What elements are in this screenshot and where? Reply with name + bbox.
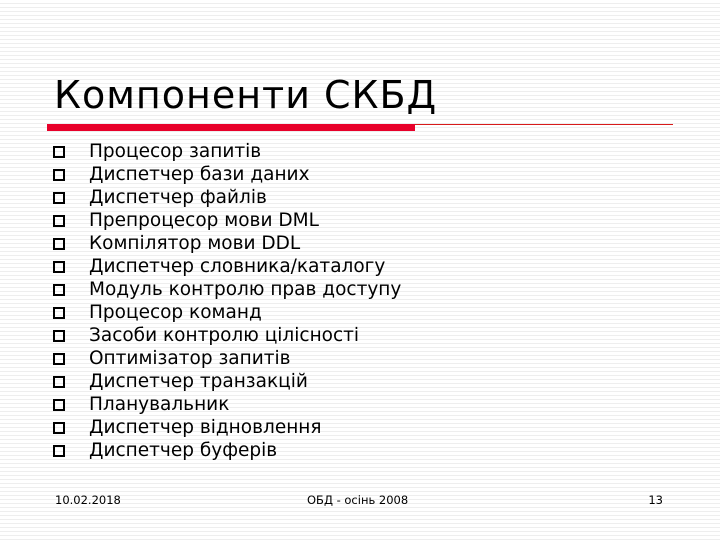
list-item bbox=[53, 186, 401, 209]
hollow-square-icon bbox=[53, 353, 65, 365]
hollow-square-icon bbox=[53, 330, 65, 342]
list-item bbox=[53, 301, 401, 324]
list-item bbox=[53, 255, 401, 278]
slide-title: Компоненти СКБД bbox=[54, 73, 438, 117]
hollow-square-icon bbox=[53, 445, 65, 457]
hollow-square-icon bbox=[53, 261, 65, 273]
list-item bbox=[53, 370, 401, 393]
list-item bbox=[53, 324, 401, 347]
list-item bbox=[53, 439, 401, 462]
list-item-label: Диспетчер словника/каталогу bbox=[89, 256, 386, 277]
footer-date: 10.02.2018 bbox=[55, 493, 121, 507]
page-number: 13 bbox=[648, 493, 663, 507]
list-item-label: Засоби контролю цілісності bbox=[89, 325, 360, 346]
list-item bbox=[53, 163, 401, 186]
list-item-label: Процесор запитів bbox=[89, 141, 262, 162]
list-item-label: Процесор команд bbox=[89, 302, 262, 323]
hollow-square-icon bbox=[53, 376, 65, 388]
list-item bbox=[53, 278, 401, 301]
list-item bbox=[53, 393, 401, 416]
list-item-label: Компілятор мови DDL bbox=[89, 233, 301, 254]
list-item-label: Диспетчер транзакцій bbox=[89, 371, 308, 392]
list-item-label: Препроцесор мови DML bbox=[89, 210, 319, 231]
list-item-label: Диспетчер відновлення bbox=[89, 417, 322, 438]
hollow-square-icon bbox=[53, 238, 65, 250]
title-underline-accent bbox=[47, 124, 415, 131]
bullet-list bbox=[53, 140, 401, 462]
hollow-square-icon bbox=[53, 215, 65, 227]
footer-course: ОБД - осінь 2008 bbox=[307, 493, 409, 507]
list-item bbox=[53, 416, 401, 439]
hollow-square-icon bbox=[53, 399, 65, 411]
list-item-label: Модуль контролю прав доступу bbox=[89, 279, 402, 300]
hollow-square-icon bbox=[53, 284, 65, 296]
list-item bbox=[53, 232, 401, 255]
list-item-label: Диспетчер бази даних bbox=[89, 164, 310, 185]
list-item bbox=[53, 209, 401, 232]
hollow-square-icon bbox=[53, 307, 65, 319]
list-item-label: Оптимізатор запитів bbox=[89, 348, 291, 369]
hollow-square-icon bbox=[53, 146, 65, 158]
list-item-label: Планувальник bbox=[89, 394, 230, 415]
hollow-square-icon bbox=[53, 192, 65, 204]
list-item bbox=[53, 140, 401, 163]
hollow-square-icon bbox=[53, 422, 65, 434]
list-item-label: Диспетчер буферів bbox=[89, 440, 278, 461]
list-item bbox=[53, 347, 401, 370]
hollow-square-icon bbox=[53, 169, 65, 181]
list-item-label: Диспетчер файлів bbox=[89, 187, 267, 208]
